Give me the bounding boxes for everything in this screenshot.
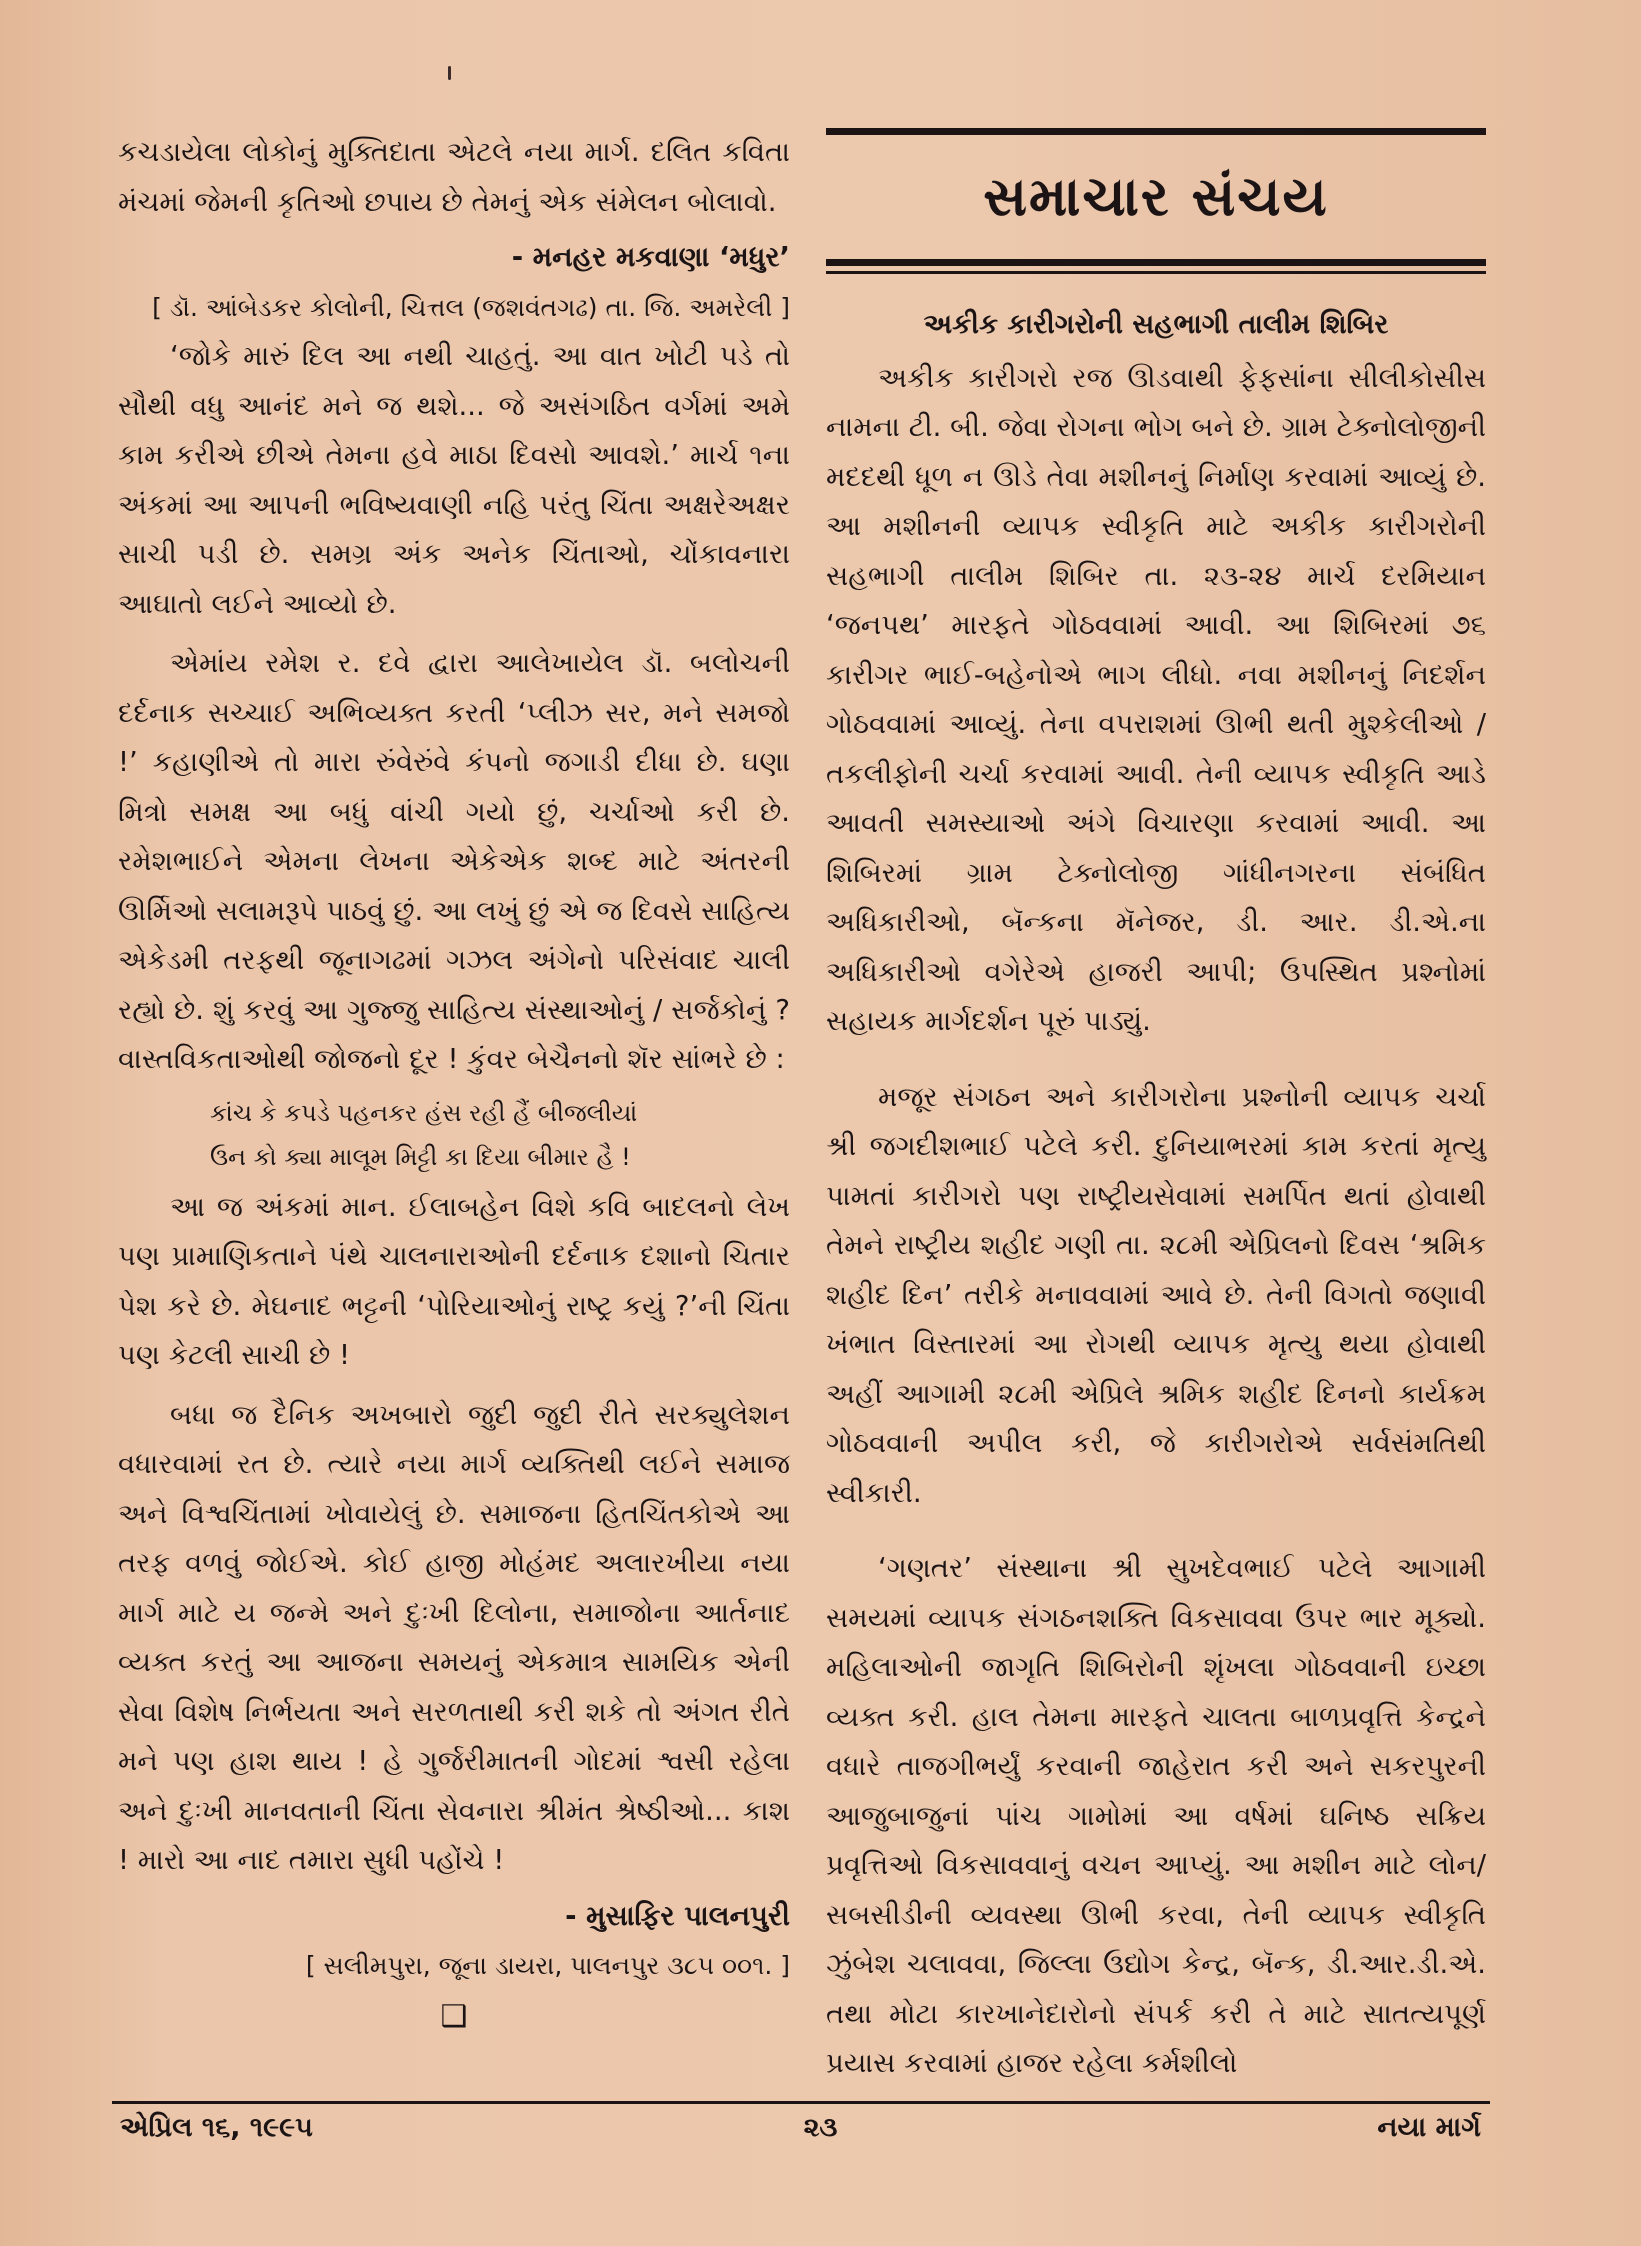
right-column: [826, 128, 1486, 2089]
letter-signature: - મનહર મકવાણા ‘મધુર’: [511, 241, 790, 273]
page-number: ૨૩: [803, 2112, 838, 2143]
letter-paragraph: આ જ અંકમાં માન. ઈલાબહેન વિશે કવિ બાદલનો લેખ પણ પ્રામાણિકતાને પંથે ચાલનારાઓની દર્દનાક દશાનો ચિતાર પેશ કરે છે. મેઘનાદ ભટ્ટની ‘પોરિયાઓનું રાષ્ટ્ર કયું ?’ની ચિંતા પણ કેટલી સાચી છે !: [118, 1190, 790, 1371]
publication-name: નયા માર્ગ: [1377, 2112, 1481, 2143]
news-paragraph: અકીક કારીગરો રજ ઊડવાથી ફેફસાંના સીલીકોસીસ નામના ટી. બી. જેવા રોગના ભોગ બને છે. ગ્રામ ટેક્નોલોજીની મદદથી ધૂળ ન ઊડે તેવા મશીનનું નિર્માણ કરવામાં આવ્યું છે. આ મશીનની વ્યાપક સ્વીકૃતિ માટે અકીક કારીગરોની સહભાગી તાલીમ શિબિર તા. ૨૩-૨૪ માર્ચ દરમિયાન ‘જનપથ’ મારફતે ગોઠવવામાં આવી. આ શિબિરમાં ૭૬ કારીગર ભાઈ-બહેનોએ ભાગ લીધો. નવા મશીનનું નિદર્શન ગોઠવવામાં આવ્યું. તેના વપરાશમાં ઊભી થતી મુશ્કેલીઓ / તકલીફોની ચર્ચા કરવામાં આવી. તેની વ્યાપક સ્વીકૃતિ આડે આવતી સમસ્યાઓ અંગે વિચારણા કરવામાં આવી. આ શિબિરમાં ગ્રામ ટેક્નોલોજી ગાંધીનગરના સંબંધિત અધિકારીઓ, બૅન્કના મૅનેજર, ડી. આર. ડી.એ.ના અધિકારીઓ વગેરેએ હાજરી આપી; ઉપસ્થિત પ્રશ્નોમાં સહાયક માર્ગદર્શન પૂરું પાડ્યું.: [826, 361, 1486, 1037]
letter-address: [ ડૉ. આંબેડકર કોલોની, ચિત્તલ (જશવંતગઢ) તા. જિ. અમરેલી ]: [152, 292, 790, 322]
footer-rule: [112, 2101, 1490, 2104]
letter-paragraph: ‘જોકે મારું દિલ આ નથી ચાહતું. આ વાત ખોટી પડે તો સૌથી વધુ આનંદ મને જ થશે... જે અસંગઠિત વર્ગમાં અમે કામ કરીએ છીએ તેમના હવે માઠા દિવસો આવશે.’ માર્ચ ૧ના અંકમાં આ આપની ભવિષ્યવાણી નહિ પરંતુ ચિંતા અક્ષરેઅક્ષર સાચી પડી છે. સમગ્ર અંક અનેક ચિંતાઓ, ચોંકાવનારા આઘાતો લઈને આવ્યો છે.: [118, 340, 790, 620]
letter-paragraph: બધા જ દૈનિક અખબારો જુદી જુદી રીતે સરક્યુલેશન વધારવામાં રત છે. ત્યારે નયા માર્ગ વ્યક્તિથી લઈને સમાજ અને વિશ્વચિંતામાં ખોવાયેલું છે. સમાજના હિતચિંતકોએ આ તરફ વળવું જોઈએ. કોઈ હાજી મોહંમદ અલારખીયા નયા માર્ગ માટે ય જન્મે અને દુઃખી દિલોના, સમાજોના આર્તનાદ વ્યક્ત કરતું આ આજના સમયનું એકમાત્ર સામયિક એની સેવા વિશેષ નિર્ભયતા અને સરળતાથી કરી શકે તો અંગત રીતે મને પણ હાશ થાય ! હે ગુર્જરીમાતની ગોદમાં શ્વસી રહેલા અને દુઃખી માનવતાની ચિંતા સેવનારા શ્રીમંત શ્રેષ્ઠીઓ... કાશ ! મારો આ નાદ તમારા સુધી પહોંચે !: [118, 1398, 790, 1876]
news-paragraph: મજૂર સંગઠન અને કારીગરોના પ્રશ્નોની વ્યાપક ચર્ચા શ્રી જગદીશભાઈ પટેલે કરી. દુનિયાભરમાં કામ કરતાં મૃત્યુ પામતાં કારીગરો પણ રાષ્ટ્રીયસેવામાં સમર્પિત થતાં હોવાથી તેમને રાષ્ટ્રીય શહીદ ગણી તા. ૨૮મી એપ્રિલનો દિવસ ‘શ્રમિક શહીદ દિન’ તરીકે મનાવવામાં આવે છે. તેની વિગતો જણાવી ખંભાત વિસ્તારમાં આ રોગથી વ્યાપક મૃત્યુ થયા હોવાથી અહીં આગામી ૨૮મી એપ્રિલે શ્રમિક શહીદ દિનનો કાર્યક્રમ ગોઠવવાની અપીલ કરી, જે કારીગરોએ સર્વસંમતિથી સ્વીકારી.: [826, 1080, 1486, 1509]
couplet-line: કાંચ કે કપડે પહનકર હંસ રહી હૈં બીજલીયાં: [210, 1098, 638, 1127]
title-rule-bottom: [826, 259, 1486, 266]
footer-date: એપ્રિલ ૧૬, ૧૯૯૫: [120, 2112, 313, 2143]
ink-mark: [448, 66, 451, 80]
end-mark-icon: ❑: [440, 1998, 468, 2034]
couplet: [118, 1091, 790, 1179]
news-paragraph: ‘ગણતર’ સંસ્થાના શ્રી સુખદેવભાઈ પટેલે આગામી સમયમાં વ્યાપક સંગઠનશક્તિ વિકસાવવા ઉપર ભાર મૂક્યો. મહિલાઓની જાગૃતિ શિબિરોની શૃંખલા ગોઠવવાની ઇચ્છા વ્યક્ત કરી. હાલ તેમના મારફતે ચાલતા બાળપ્રવૃત્તિ કેન્દ્રને વધારે તાજગીભર્યું કરવાની જાહેરાત કરી અને સકરપુરની આજુબાજુનાં પાંચ ગામોમાં આ વર્ષમાં ઘનિષ્ઠ સક્રિય પ્રવૃત્તિઓ વિકસાવવાનું વચન આપ્યું. આ મશીન માટે લોન/સબસીડીની વ્યવસ્થા ઊભી કરવા, તેની વ્યાપક સ્વીકૃતિ ઝુંબેશ ચલાવવા, જિલ્લા ઉદ્યોગ કેન્દ્ર, બૅન્ક, ડી.આર.ડી.એ. તથા મોટા કારખાનેદારોનો સંપર્ક કરી તે માટે સાતત્યપૂર્ણ પ્રયાસ કરવામાં હાજર રહેલા કર્મશીલો: [826, 1552, 1486, 2079]
article-heading: અકીક કારીગરોની સહભાગી તાલીમ શિબિર: [923, 309, 1389, 340]
letter-intro: કચડાયેલા લોકોનું મુક્તિદાતા એટલે નયા માર્ગ. દલિત કવિતા મંચમાં જેમની કૃતિઓ છપાય છે તેમનું એક સંમેલન બોલાવો.: [118, 136, 790, 218]
title-rule-top: [826, 128, 1486, 135]
letter-address: [ સલીમપુરા, જૂના ડાયરા, પાલનપુર ૩૮૫ ૦૦૧. ]: [305, 1951, 790, 1980]
section-title: સમાચાર સંચય: [983, 165, 1329, 228]
letter-paragraph: એમાંય રમેશ ર. દવે દ્વારા આલેખાયેલ ડૉ. બલોચની દર્દનાક સચ્ચાઈ અભિવ્યક્ત કરતી ‘પ્લીઝ સર, મને સમજો !’ કહાણીએ તો મારા રુંવેરુંવે કંપનો જગાડી દીધા છે. ઘણા મિત્રો સમક્ષ આ બધું વાંચી ગયો છું, ચર્ચાઓ કરી છે. રમેશભાઈને એમના લેખના એકેએક શબ્દ માટે અંતરની ઊર્મિઓ સલામરૂપે પાઠવું છું. આ લખું છું એ જ દિવસે સાહિત્ય એકેડમી તરફથી જૂનાગઢમાં ગઝલ અંગેનો પરિસંવાદ ચાલી રહ્યો છે. શું કરવું આ ગુજ્જુ સાહિત્ય સંસ્થાઓનું / સર્જકોનું ? વાસ્તવિકતાઓથી જોજનો દૂર ! કુંવર બેચૈનનો શૅર સાંભરે છે :: [118, 647, 790, 1075]
title-rule-thin: [826, 271, 1486, 274]
couplet-line: ઉન કો ક્યા માલૂમ મિટ્ટી કા દિયા બીમાર હૈ !: [210, 1142, 631, 1171]
letter-signature: - મુસાફિર પાલનપુરી: [565, 1899, 790, 1932]
left-column: [118, 128, 790, 2037]
